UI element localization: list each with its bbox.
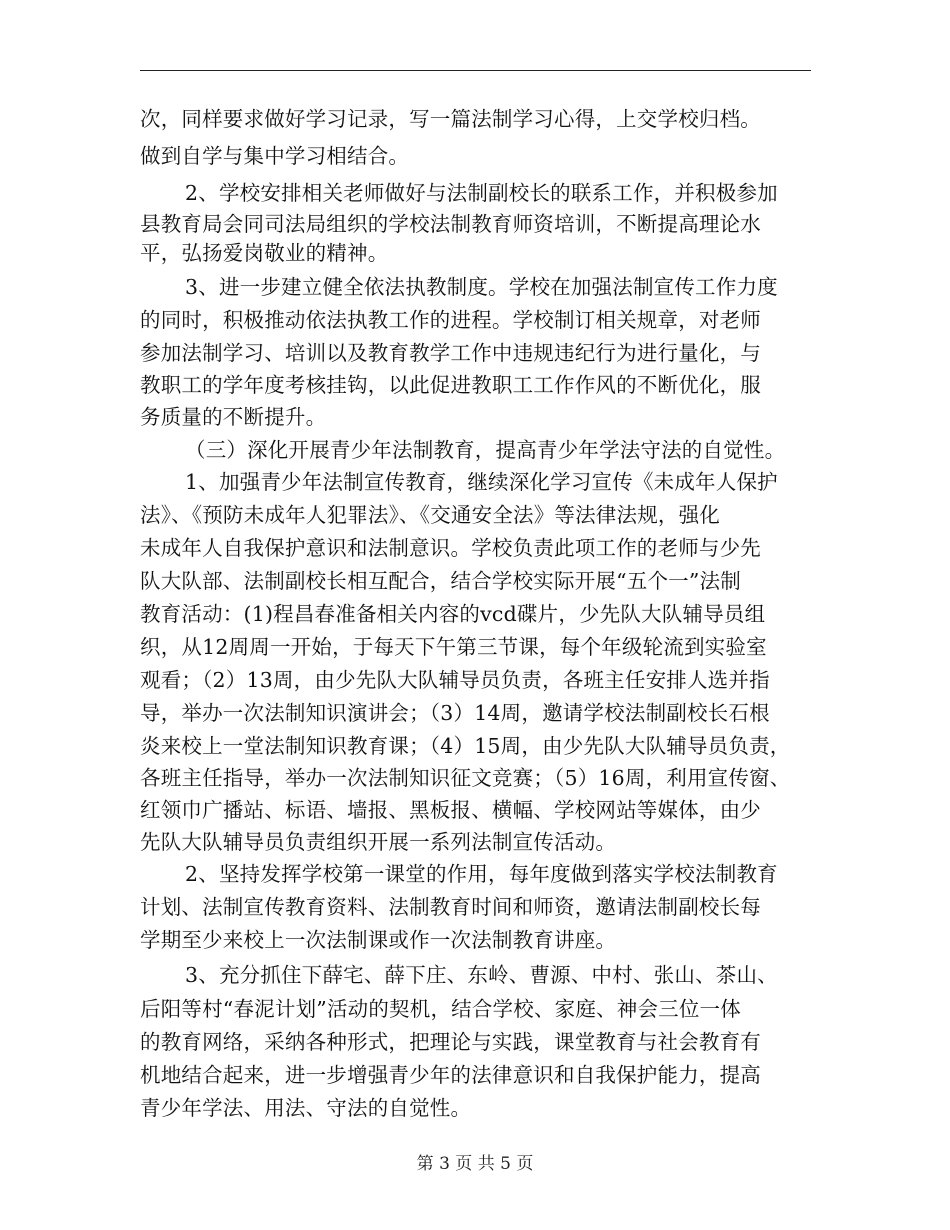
text-line: 计划、法制宣传教育资料、法制教育时间和师资，邀请法制副校长每 [140,895,761,919]
paragraph-first-line: 2、学校安排相关老师做好与法制副校长的联系工作，并积极参加 [185,181,778,205]
text-line: 务质量的不断提升。 [140,405,327,429]
text-line: 做到自学与集中学习相结合。 [140,144,410,168]
text-line: 县教育局会同司法局组织的学校法制教育师资培训，不断提高理论水 [140,212,761,236]
text-line: 的教育网络，采纳各种形式，把理论与实践，课堂教育与社会教育有 [140,1030,761,1054]
text-line: 炎来校上一堂法制知识教育课；（4）15周，由少先队大队辅导员负责， [140,734,791,758]
text-line: 先队大队辅导员负责组织开展一系列法制宣传活动。 [140,830,617,854]
text-line: 机地结合起来，进一步增强青少年的法律意识和自我保护能力，提高 [140,1063,761,1087]
text-line: 的同时，积极推动依法执教工作的进程。学校制订相关规章，对老师 [140,308,761,332]
section-heading: （三）深化开展青少年法制教育，提高青少年学法守法的自觉性。 [185,438,786,462]
text-line: 导，举办一次法制知识演讲会；（3）14周，邀请学校法制副校长石根 [140,701,770,725]
paragraph-first-line: 3、进一步建立健全依法执教制度。学校在加强法制宣传工作力度 [185,275,778,299]
text-line: 观看；（2）13周，由少先队大队辅导员负责，各班主任安排人选并指 [140,668,770,692]
text-line: 平，弘扬爱岗敬业的精神。 [140,241,389,265]
text-line: 后阳等村“春泥计划”活动的契机，结合学校、家庭、神会三位一体 [140,997,741,1021]
text-line: 次，同样要求做好学习记录，写一篇法制学习心得，上交学校归档。 [140,107,761,131]
text-line: 法》、《预防未成年人犯罪法》、《交通安全法》等法律法规，强化 [140,503,720,527]
text-line: 织，从12周周一开始，于每天下午第三节课，每个年级轮流到实验室 [140,635,767,659]
paragraph-first-line: 1、加强青少年法制宣传教育，继续深化学习宣传《未成年人保护 [185,470,778,494]
paragraph-first-line: 3、充分抓住下薛宅、薛下庄、东岭、曹源、中村、张山、茶山、 [185,963,778,987]
text-line: 队大队部、法制副校长相互配合，结合学校实际开展“五个一”法制 [140,569,741,593]
page-number-footer: 第 3 页 共 5 页 [416,1154,534,1174]
text-line: 教职工的学年度考核挂钩，以此促进教职工工作作风的不断优化，服 [140,373,761,397]
text-line: 参加法制学习、培训以及教育教学工作中违规违纪行为进行量化，与 [140,341,761,365]
text-line: 各班主任指导，举办一次法制知识征文竞赛；（5）16周，利用宣传窗、 [140,766,791,790]
text-line: 学期至少来校上一次法制课或作一次法制教育讲座。 [140,928,617,952]
paragraph-first-line: 2、坚持发挥学校第一课堂的作用，每年度做到落实学校法制教育 [185,862,778,886]
text-line: 未成年人自我保护意识和法制意识。学校负责此项工作的老师与少先 [140,536,761,560]
text-line: 教育活动：(1)程昌春准备相关内容的vcd碟片，少先队大队辅导员组 [140,602,766,626]
text-line: 红领巾广播站、标语、墙报、黑板报、横幅、学校网站等媒体，由少 [140,798,761,822]
text-line: 青少年学法、用法、守法的自觉性。 [140,1096,472,1120]
